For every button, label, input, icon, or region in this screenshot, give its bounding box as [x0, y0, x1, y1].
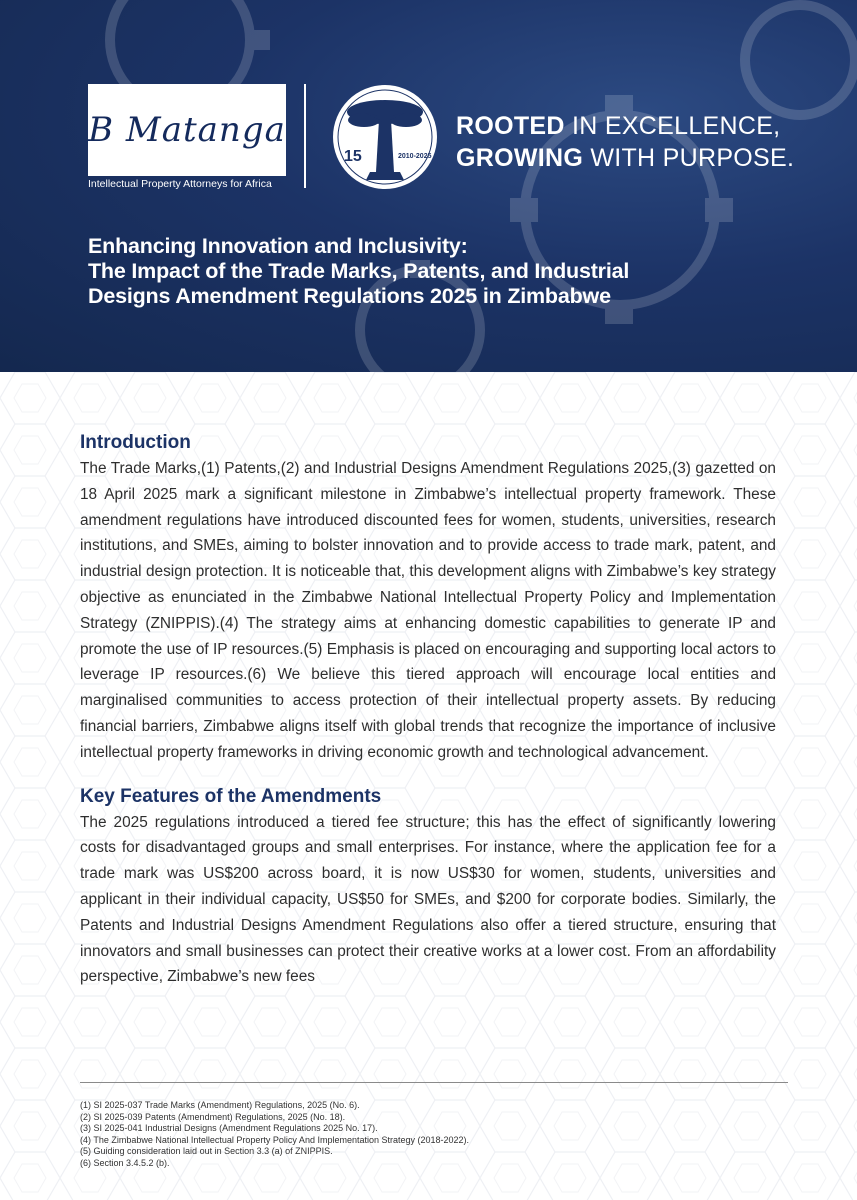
footnote-divider [80, 1082, 788, 1083]
title-line: Designs Amendment Regulations 2025 in Zimbabwe [88, 284, 611, 308]
title-line: Enhancing Innovation and Inclusivity: [88, 234, 468, 258]
footnote: (1) SI 2025-037 Trade Marks (Amendment) Regulations, 2025 (No. 6). [80, 1100, 360, 1110]
slogan-line1-bold: ROOTED [456, 112, 565, 140]
slogan-line2-rest: WITH PURPOSE. [583, 144, 795, 172]
section-heading-introduction: Introduction [80, 432, 191, 453]
slogan [456, 110, 794, 174]
section-body-key-features: The 2025 regulations introduced a tiered fee structure; this has the effect of significantly lowering costs for disadvantaged groups and small enterprises. For instance, where the application fee for a trade mark was US$200 across board, it is now US$30 for women, students, universities and applicant in their individual capacity, US$50 for SMEs, and $200 for corporate bodies. Similarly, the Patents and Industrial Designs Amendment Regulations also offer a tiered structure, ensuring that innovators and small businesses can protect their creative works at a lower cost. From an affordability perspective, Zimbabwe’s new fees [80, 813, 776, 986]
footnote: (4) The Zimbabwe National Intellectual Property Policy And Implementation Strategy (2018-2022). [80, 1134, 470, 1145]
footnotes [80, 1100, 780, 1170]
title-line: The Impact of the Trade Marks, Patents, and Industrial [88, 259, 630, 283]
header-banner [0, 0, 857, 372]
firm-logo [88, 84, 286, 176]
page-title [88, 234, 788, 309]
footnote: (6) Section 3.4.5.2 (b). [80, 1157, 170, 1168]
logo-text: B Matanga [88, 110, 286, 150]
section-body-introduction: The Trade Marks,(1) Patents,(2) and Industrial Designs Amendment Regulations 2025,(3) gazetted on 18 April 2025 mark a significant milestone in Zimbabwe’s intellectual property framework. These amendment regulations have introduced discounted fees for women, students, universities, research institutions, and SMEs, aiming to bolster innovation and to provide access to trade mark, patent, and industrial design protection. It is noticeable that, this development aligns with Zimbabwe’s key strategy objective as enunciated in the Zimbabwe National Intellectual Property Policy and Implementation Strategy (ZNIPPIS).(4) The strategy aims at enhancing domestic capabilities to generate IP and promote the use of IP resources.(5) Emphasis is placed on encouraging and supporting local actors to leverage IP resources.(6) We believe this tiered approach will encourage local entities and marginalised communities to access protection of their intellectual property assets. By reducing financial barriers, Zimbabwe aligns itself with global trends that recognize the importance of inclusive intellectual property frameworks in driving economic growth and technological advancement. [80, 460, 776, 761]
slogan-line1-rest: IN EXCELLENCE, [564, 112, 781, 140]
footnote: (5) Guiding consideration laid out in Section 3.3 (a) of ZNIPPIS. [80, 1146, 333, 1157]
header-divider [304, 84, 306, 188]
anniversary-number: 15 [344, 148, 362, 165]
footnote: (3) SI 2025-041 Industrial Designs (Amendment Regulations 2025 No. 17). [80, 1123, 378, 1134]
logo-tagline: Intellectual Property Attorneys for Africa [88, 178, 272, 190]
article-body [80, 430, 776, 990]
section-heading-key-features: Key Features of the Amendments [80, 785, 382, 807]
anniversary-years: 2010-2025 [398, 153, 432, 160]
slogan-line2-bold: GROWING [456, 144, 584, 172]
footnote: (2) SI 2025-039 Patents (Amendment) Regulations, 2025 (No. 18). [80, 1111, 346, 1122]
baobab-tree-anniversary-icon [330, 84, 440, 190]
